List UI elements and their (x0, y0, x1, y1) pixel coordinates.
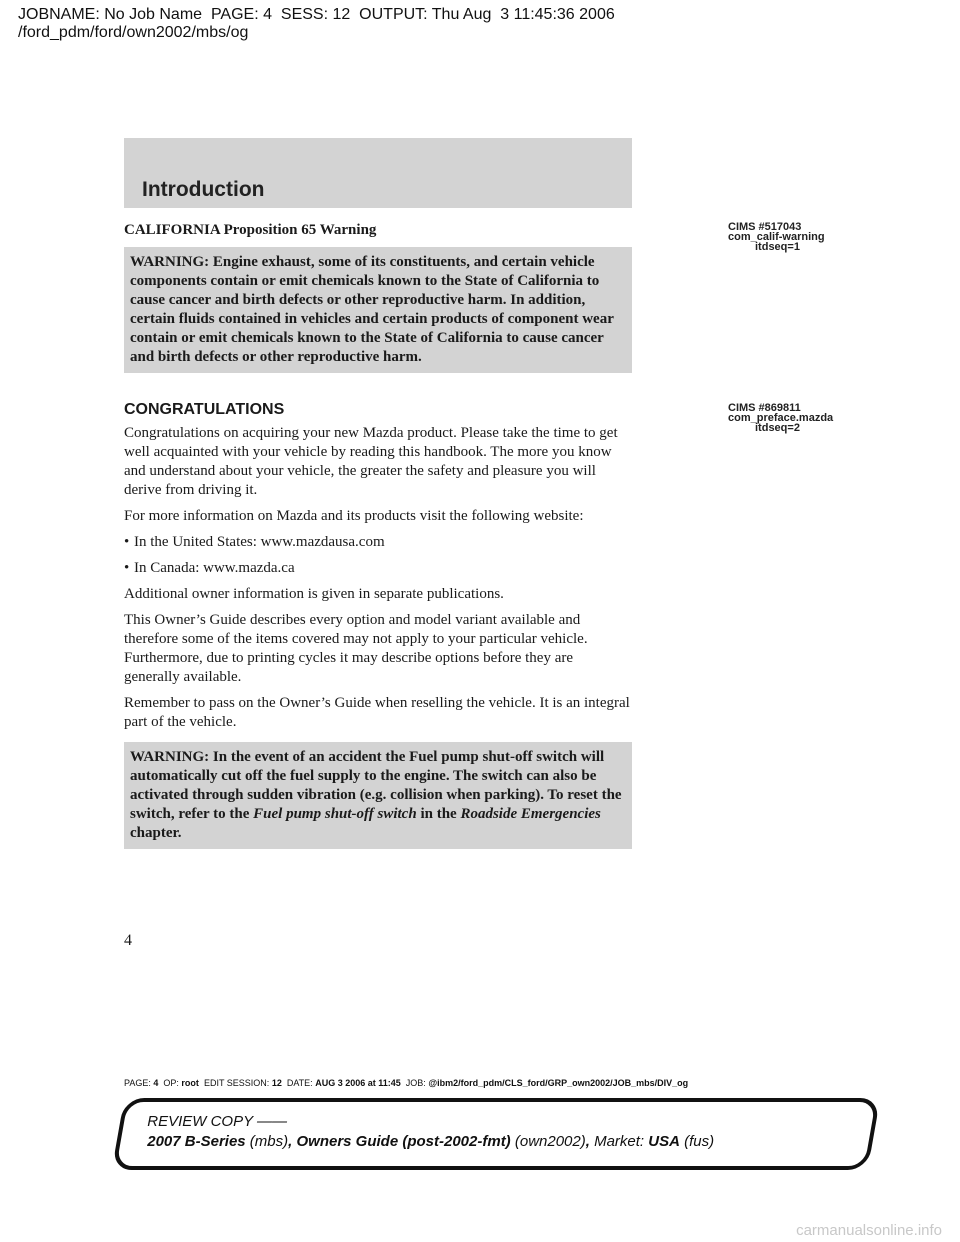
footer-date-label: DATE: (286, 1078, 313, 1088)
footer-job-value: @ibm2/ford_pdm/CLS_ford/GRP_own2002/JOB_mbs/DIV_og (428, 1078, 689, 1088)
congrats-paragraph-5: Remember to pass on the Owner’s Guide when reselling the vehicle. It is an integral part of the vehicle. (124, 695, 630, 730)
fuel-warning-text-3: chapter. (130, 825, 182, 841)
prop65-warning-box: WARNING: Engine exhaust, some of its constituents, and certain vehicle components contain or emit chemicals known to the State of California to cause cancer and birth defects or other reproductive harm. In addition, certain fluids contained in vehicles and certain products of component wear contain or emit chemicals known to the State of California to cause cancer and birth defects or other reproductive harm. (124, 247, 632, 373)
review-copy-box (112, 1098, 881, 1170)
fuel-warning-text-1: WARNING: In the event of an accident the Fuel pump shut-off switch will automatically cut off the fuel supply to the engine. The switch can also be activated through sudden vibration (e.g. collision when parking). To reset the switch, refer to the (130, 749, 622, 822)
congrats-paragraph-2: For more information on Mazda and its products visit the following website: (124, 508, 584, 524)
fuel-pump-warning-box (124, 742, 632, 849)
bullet-dot-icon: • (124, 560, 130, 576)
section-header (124, 138, 632, 208)
page-content (124, 222, 632, 849)
footer-date-value: AUG 3 2006 at 11:45 (315, 1078, 401, 1088)
congrats-paragraph-1: Congratulations on acquiring your new Mazda product. Please take the time to get well acquainted with your vehicle by reading this handbook. The more you know and understand about your vehicle, the greater the safety and pleasure you will derive from driving it. (124, 425, 618, 498)
bullet-usa (124, 533, 632, 552)
congrats-paragraph-4: This Owner’s Guide describes every option and model variant available and therefore some of the items covered may not apply to your particular vehicle. Furthermore, due to printing cycles it may describe options before they are generally available. (124, 612, 588, 685)
bullet-usa-text: In the United States: www.mazdausa.com (134, 534, 385, 550)
cims-tag-2 (728, 403, 833, 433)
congratulations-heading: CONGRATULATIONS (124, 401, 285, 418)
review-guide: Owners Guide (post-2002-fmt) (296, 1133, 511, 1150)
fuel-pump-switch-reference: Fuel pump shut-off switch (253, 806, 417, 822)
watermark: carmanualsonline.info (796, 1222, 942, 1239)
footer-op-value: root (181, 1078, 199, 1088)
footer-job-label: JOB: (405, 1078, 426, 1088)
congrats-paragraph-3: Additional owner information is given in separate publications. (124, 586, 504, 602)
cims-tag-2-line3: itdseq=2 (755, 422, 800, 434)
review-market-label: Market: (594, 1133, 645, 1150)
bullet-canada (124, 559, 632, 578)
review-copy-label: REVIEW COPY —— (147, 1113, 287, 1130)
cims-tag-1-line3: itdseq=1 (755, 241, 800, 253)
section-title: Introduction (142, 178, 265, 201)
review-model-code: (mbs) (249, 1133, 289, 1150)
cims-tag-2-line1: CIMS #869811 (728, 402, 801, 414)
cims-tag-2-line2: com_preface.mazda (728, 412, 834, 424)
prop65-heading: CALIFORNIA Proposition 65 Warning (124, 222, 377, 238)
review-market-code: (fus) (684, 1133, 715, 1150)
roadside-emergencies-reference: Roadside Emergencies (460, 806, 601, 822)
job-header-line1: JOBNAME: No Job Name PAGE: 4 SESS: 12 OUTPUT: Thu Aug 3 11:45:36 2006 (18, 6, 615, 23)
review-copy-details: 2007 B-Series (mbs), Owners Guide (post-2002-fmt) (own2002), Market: USA (fus) (147, 1133, 715, 1150)
review-guide-code: (own2002) (514, 1133, 586, 1150)
job-header (18, 6, 615, 42)
cims-tag-1-line2: com_calif-warning (728, 231, 825, 243)
page-number: 4 (124, 932, 132, 949)
review-model: 2007 B-Series (147, 1133, 246, 1150)
footer-session-label: EDIT SESSION: (203, 1078, 270, 1088)
footer-op-label: OP: (163, 1078, 179, 1088)
cims-tag-1 (728, 222, 825, 252)
cims-tag-1-line1: CIMS #517043 (728, 221, 802, 233)
footer-session-value: 12 (271, 1078, 282, 1088)
fuel-warning-text-2: in the (416, 806, 461, 822)
review-market: USA (648, 1133, 680, 1150)
footer-page-label: PAGE: (124, 1078, 151, 1088)
footer-page-value: 4 (153, 1078, 159, 1088)
footer-job-info (124, 1078, 688, 1088)
bullet-dot-icon: • (124, 534, 130, 550)
job-header-line2: /ford_pdm/ford/own2002/mbs/og (18, 24, 249, 41)
bullet-canada-text: In Canada: www.mazda.ca (134, 560, 295, 576)
